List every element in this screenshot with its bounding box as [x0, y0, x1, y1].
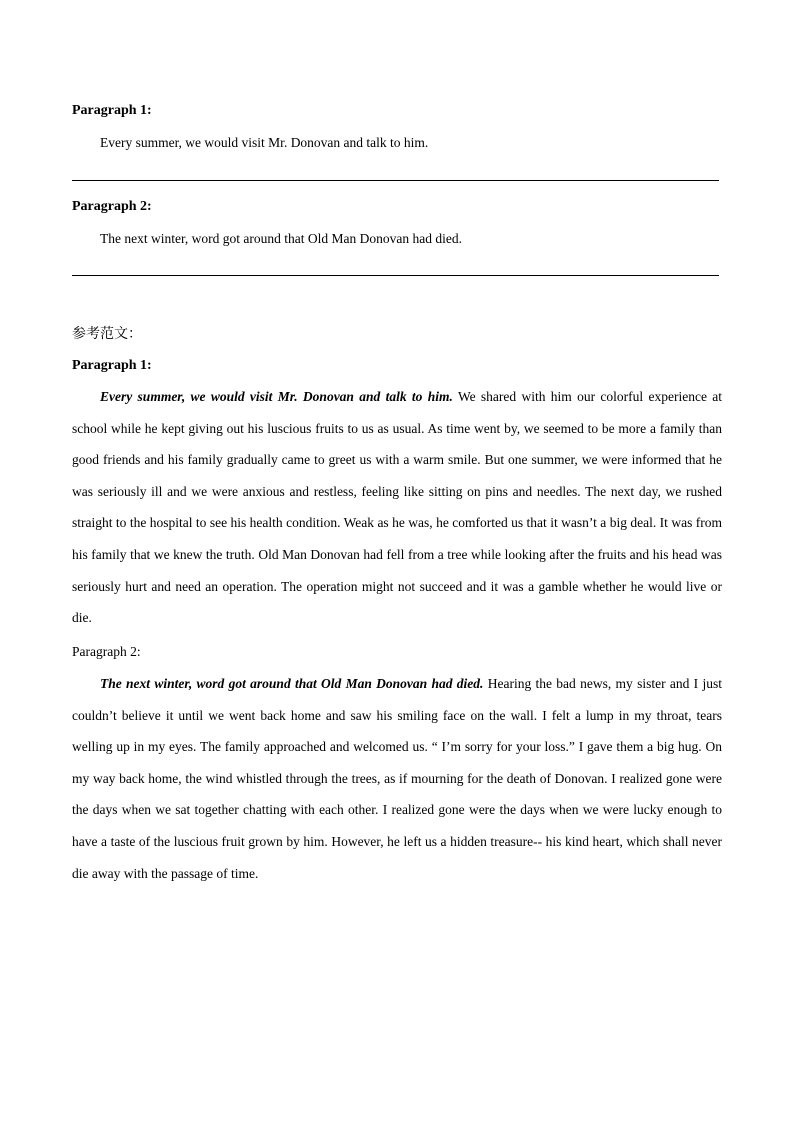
reference-paragraph-2-body: Hearing the bad news, my sister and I just couldn’t believe it until we went back home and saw his smiling face on the wall. I felt a lump in my throat, tears welling up in my eyes. The family approached and welcomed us. “ I’m sorry for your loss.” I gave them a big hug. On my way back home, the wind whistled through the trees, as if mourning for the death of Donovan. I realized gone were the days when we sat together chatting with each other. I realized gone were the days when we were lucky enough to have a taste of the luscious fruit grown by him. However, he left us a hidden treasure-- his kind heart, which shall never die away with the passage of time.: [72, 676, 722, 881]
task-paragraph-1-heading: Paragraph 1:: [72, 103, 152, 118]
task-paragraph-2-prompt: The next winter, word got around that Old Man Donovan had died.: [100, 231, 463, 246]
reference-paragraph-1-body: We shared with him our colorful experience at school while he kept giving out his luscious fruits to us as usual. As time went by, we seemed to be more a family than good friends and his family gradually came to greet us with a warm smile. But one summer, we were informed that he was seriously ill and we were anxious and restless, feeling like sitting on pins and needles. The next day, we rushed straight to the hospital to see his health condition. Weak as he was, he comforted us that it wasn’t a big deal. It was from his family that we knew the truth. Old Man Donovan had fell from a tree while looking after the fruits and his head was seriously hurt and need an operation. The operation might not succeed and it was a gamble whether he would live or die.: [72, 389, 723, 626]
task-paragraph-1-prompt: Every summer, we would visit Mr. Donovan and talk to him.: [100, 135, 429, 150]
reference-paragraph-2-lead: The next winter, word got around that Old Man Donovan had died.: [100, 676, 484, 691]
reference-paragraph-2-heading: Paragraph 2:: [72, 644, 141, 659]
reference-paragraph-1: [72, 381, 722, 634]
reference-paragraph-1-lead: Every summer, we would visit Mr. Donovan and talk to him.: [100, 389, 453, 404]
reference-paragraph-2: [72, 668, 722, 889]
reference-essay-label: 参考范文：: [72, 326, 142, 342]
reference-paragraph-1-heading: Paragraph 1:: [72, 358, 152, 373]
task-paragraph-2-heading: Paragraph 2:: [72, 199, 152, 214]
writing-line-1: [72, 180, 719, 181]
writing-line-2: [72, 275, 719, 276]
